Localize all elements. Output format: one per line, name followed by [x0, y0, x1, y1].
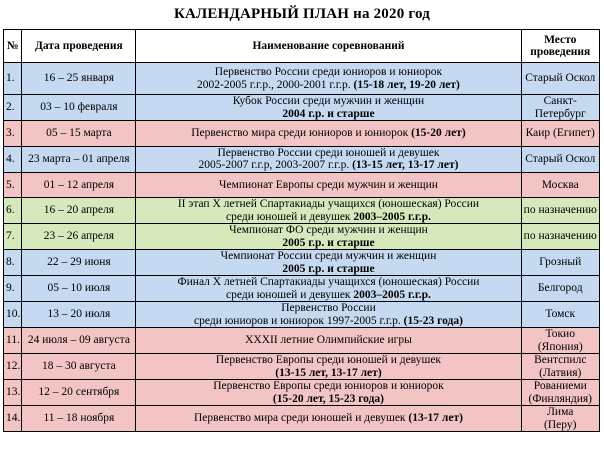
row-date: 03 – 10 февраля — [22, 95, 136, 121]
row-place — [521, 63, 599, 95]
table-row — [4, 328, 600, 354]
table-row — [4, 406, 600, 432]
table-row — [4, 302, 600, 328]
row-competition — [136, 198, 521, 224]
row-number: 12. — [4, 354, 22, 380]
competition-line2: 2005-2007 г.г.р, 2003-2007 г.г.р. — [198, 159, 353, 171]
row-date: 16 – 25 января — [22, 63, 136, 95]
row-number: 5. — [4, 172, 22, 198]
table-body — [4, 63, 600, 432]
table-row — [4, 250, 600, 276]
table-row — [4, 354, 600, 380]
place-line2: (Перу) — [544, 418, 577, 431]
row-number: 11. — [4, 328, 22, 354]
competition-line2: среди юношей и девушек — [226, 288, 354, 301]
competition-line2: среди юниоров и юниорок 1997-2005 г.г.р. — [194, 314, 404, 327]
row-place — [521, 172, 599, 198]
competition-line2: среди юношей и девушек — [226, 210, 354, 223]
place-line2: (Финляндия) — [528, 392, 593, 405]
place-line1: Токио — [545, 328, 575, 340]
place-line1: Каир (Египет) — [525, 127, 595, 139]
row-competition — [136, 276, 521, 302]
competition-line1: Первенство Европы среди юношей и девушек — [215, 354, 442, 366]
row-place — [521, 250, 599, 276]
place-line2: (Япония) — [537, 340, 583, 353]
row-place — [521, 354, 599, 380]
table-header-row — [4, 30, 600, 63]
place-line2: Петербург — [534, 107, 586, 120]
competition-line2-bold: (13-15 лет, 13-17 лет) — [352, 159, 459, 171]
row-competition — [136, 328, 521, 354]
place-line1: Белгород — [537, 282, 583, 295]
place-line1: Старый Оскол — [525, 152, 596, 165]
row-place — [521, 406, 599, 432]
place-line1: Старый Оскол — [525, 72, 596, 85]
header-place-line1: Место — [544, 33, 577, 46]
place-line1: Грозный — [539, 256, 582, 269]
row-date: 22 – 29 июня — [22, 250, 136, 276]
row-date: 24 июля – 09 августа — [22, 328, 136, 354]
competition-line2-bold: 2003–2005 г.г.р. — [353, 210, 431, 223]
table-row — [4, 198, 600, 224]
competition-line2-bold: (13-15 лет, 13-17 лет) — [275, 366, 382, 379]
row-competition — [136, 172, 521, 198]
row-date: 12 – 20 сентября — [22, 380, 136, 406]
table-row — [4, 380, 600, 406]
row-place — [521, 95, 599, 121]
row-number: 8. — [4, 250, 22, 276]
competition-line1-bold: (15-20 лет) — [411, 127, 466, 139]
row-competition — [136, 121, 521, 147]
competition-line2-bold: (15-20 лет, 15-23 года) — [272, 392, 385, 405]
row-place — [521, 328, 599, 354]
header-date: Дата проведения — [22, 30, 136, 63]
table-row — [4, 63, 600, 95]
competition-line2-bold: 2005 г.р. и старше — [282, 236, 375, 249]
row-competition — [136, 380, 521, 406]
competition-line1: II этап X летней Спартакиады учащихся (юношеская) России — [177, 198, 480, 210]
table-row — [4, 146, 600, 172]
place-line1: Санкт- — [543, 95, 577, 107]
row-number: 1. — [4, 63, 22, 95]
place-line1: по назначению — [523, 204, 597, 217]
table-row — [4, 95, 600, 121]
row-competition — [136, 406, 521, 432]
row-number: 2. — [4, 95, 22, 121]
row-place — [521, 380, 599, 406]
row-date: 23 марта – 01 апреля — [22, 146, 136, 172]
place-line1: Лима — [547, 406, 574, 418]
competition-line1: Кубок России среди мужчин и женщин — [232, 95, 425, 107]
competition-line2-bold: 2004 г.р. и старше — [282, 107, 375, 120]
row-number: 4. — [4, 146, 22, 172]
row-place — [521, 146, 599, 172]
calendar-table — [3, 29, 600, 432]
competition-line1: Чемпионат ФО среди мужчин и женщин — [229, 224, 428, 236]
document-title: КАЛЕНДАРНЫЙ ПЛАН на 2020 год — [173, 6, 431, 22]
competition-line1: Чемпионат Европы среди мужчин и женщин — [219, 178, 438, 191]
row-place — [521, 198, 599, 224]
row-competition — [136, 224, 521, 250]
competition-line2-bold: 2003–2005 г.г.р. — [353, 288, 431, 301]
row-competition — [136, 250, 521, 276]
row-number: 10. — [4, 302, 22, 328]
row-number: 9. — [4, 276, 22, 302]
competition-line1: Первенство России — [281, 302, 376, 314]
header-place-line2: проведения — [530, 46, 591, 58]
competition-line2: 2002-2005 г.г.р., 2000-2001 г.г.р. — [197, 78, 354, 91]
table-row — [4, 121, 600, 147]
place-line2: (Латвия) — [539, 366, 582, 379]
row-place — [521, 121, 599, 147]
header-place — [521, 30, 599, 63]
row-place — [521, 302, 599, 328]
place-line1: Вентспилс — [534, 354, 587, 366]
competition-line1: Первенство России среди юниоров и юниорок — [214, 66, 443, 78]
row-competition — [136, 302, 521, 328]
row-date: 05 – 10 июля — [22, 276, 136, 302]
row-competition — [136, 146, 521, 172]
row-place — [521, 276, 599, 302]
row-competition — [136, 354, 521, 380]
place-line1: Томск — [545, 308, 576, 321]
competition-line1: Финал X летней Спартакиады учащихся (юношеская) России — [177, 276, 480, 288]
table-row — [4, 276, 600, 302]
header-name: Наименование соревнований — [136, 30, 521, 63]
row-date: 01 – 12 апреля — [22, 172, 136, 198]
row-competition — [136, 95, 521, 121]
row-number: 14. — [4, 406, 22, 432]
table-row — [4, 224, 600, 250]
place-line1: Москва — [541, 178, 579, 191]
place-line1: по назначению — [523, 230, 597, 243]
competition-line1: Первенство мира среди юношей и девушек — [193, 412, 409, 425]
competition-line2-bold: 2005 г.р. и старше — [282, 262, 375, 275]
row-place — [521, 224, 599, 250]
row-competition — [136, 63, 521, 95]
competition-line1: XXXII летние Олимпийские игры — [245, 334, 412, 347]
row-date: 23 – 26 апреля — [22, 224, 136, 250]
header-num: № — [4, 30, 22, 63]
competition-line1: Первенство мира среди юниоров и юниорок — [191, 127, 412, 139]
row-number: 7. — [4, 224, 22, 250]
competition-line2-bold: (15-18 лет, 19-20 лет) — [353, 78, 460, 91]
competition-line1: Чемпионат России среди мужчин и женщин — [220, 250, 437, 262]
row-number: 3. — [4, 121, 22, 147]
row-date: 11 – 18 ноября — [22, 406, 136, 432]
competition-line1: Первенство России среди юношей и девушек — [217, 146, 440, 159]
row-number: 13. — [4, 380, 22, 406]
row-date: 13 – 20 июля — [22, 302, 136, 328]
competition-line1: Первенство Европы среди юниоров и юниорок — [213, 380, 444, 392]
row-date: 16 – 20 апреля — [22, 198, 136, 224]
competition-line2-bold: (15-23 года) — [403, 314, 463, 327]
competition-line1-bold: (13-17 лет) — [408, 412, 463, 425]
row-date: 18 – 30 августа — [22, 354, 136, 380]
row-number: 6. — [4, 198, 22, 224]
place-line1: Рованиеми — [533, 380, 587, 392]
row-date: 05 – 15 марта — [22, 121, 136, 147]
table-row — [4, 172, 600, 198]
